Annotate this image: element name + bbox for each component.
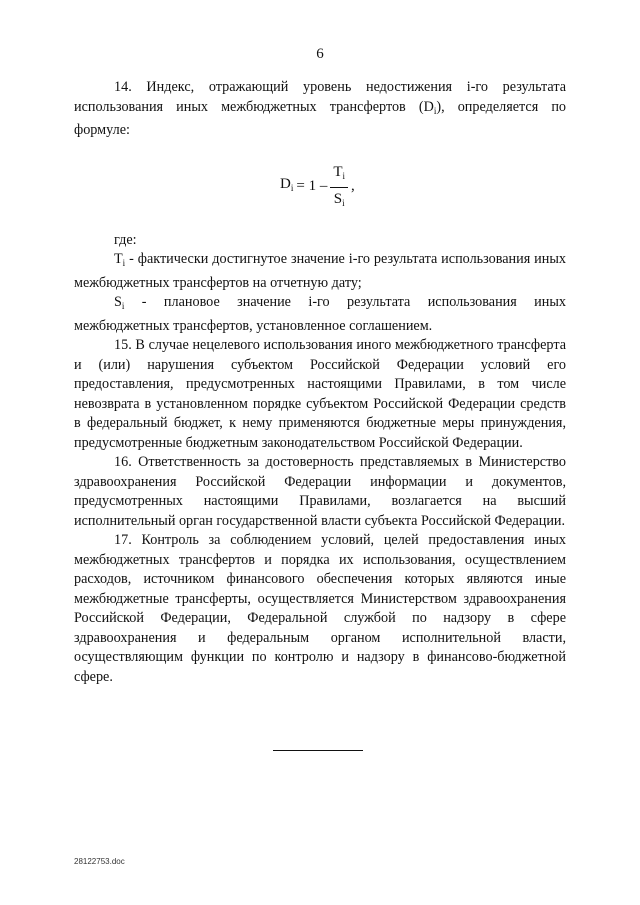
definition-s bbox=[74, 293, 566, 336]
formula-trailing-comma: , bbox=[351, 178, 355, 195]
formula-lhs-symbol: D bbox=[280, 176, 291, 193]
formula-numerator-symbol: T bbox=[333, 163, 343, 180]
formula-lhs bbox=[280, 175, 293, 199]
paragraph-14-text-before: 14. Индекс, отражающий уровень недостижения i-го результата использования иных межбюджетных трансфертов (D bbox=[74, 79, 566, 115]
definition-t bbox=[74, 250, 566, 293]
paragraph-17: 17. Контроль за соблюдением условий, целей предоставления иных межбюджетных трансфертов и порядка их использования, осуществлением расходов, источником финансового обеспечения которых являются иные межбюджетные трансферты, осуществляется Министерством здравоохранения Российской Федерации, Федеральной службой по надзору в сфере здравоохранения и федеральным органом исполнительной власти, осуществляющим функции по контролю и надзору в финансово-бюджетной сфере. bbox=[74, 532, 566, 685]
definition-s-subscript: i bbox=[121, 301, 125, 311]
formula-block bbox=[74, 141, 566, 231]
formula-denominator-symbol: S bbox=[333, 190, 343, 207]
formula-denominator bbox=[331, 188, 348, 212]
formula-numerator bbox=[330, 163, 348, 188]
definition-t-symbol: T bbox=[114, 251, 123, 267]
definition-t-subscript: i bbox=[122, 258, 126, 268]
document-body bbox=[74, 78, 566, 687]
definition-t-text: - фактически достигнутое значение i-го результата использования иных межбюджетных трансфертов на отчетную дату; bbox=[74, 251, 566, 291]
footer-filename: 28122753.doc bbox=[74, 857, 125, 866]
definition-s-symbol: S bbox=[114, 294, 122, 310]
paragraph-14-text-after: ), определяется по формуле: bbox=[74, 98, 567, 138]
formula-denominator-subscript: i bbox=[342, 197, 345, 208]
formula-lhs-subscript: i bbox=[290, 183, 294, 194]
paragraph-16: 16. Ответственность за достоверность представляемых в Министерство здравоохранения Российской Федерации информации и документов, предусмотренных настоящими Правилами, возлагается на высший исполнительный орган государственной власти субъекта Российской Федерации. bbox=[74, 454, 566, 529]
end-divider bbox=[273, 750, 363, 751]
formula-equals: = 1 – bbox=[296, 178, 328, 195]
paragraph-15: 15. В случае нецелевого использования иного межбюджетного трансферта и (или) нарушения субъектом Российской Федерации условий его предоставления, предусмотренных настоящими Правилами, в том числе невозврата в установленном порядке субъектом Российской Федерации средств в федеральный бюджет, к нему применяются бюджетные меры принуждения, предусмотренные бюджетным законодательством Российской Федерации. bbox=[74, 337, 566, 451]
formula bbox=[280, 163, 355, 212]
formula-numerator-subscript: i bbox=[342, 170, 346, 181]
formula-fraction bbox=[330, 163, 348, 212]
paragraph-14 bbox=[74, 78, 566, 141]
paragraph-14-subscript: i bbox=[433, 105, 437, 116]
where-label: где: bbox=[114, 231, 137, 248]
page-number: 6 bbox=[316, 46, 324, 62]
definition-s-text: - плановое значение i-го результата использования иных межбюджетных трансфертов, установленное соглашением. bbox=[74, 294, 566, 334]
